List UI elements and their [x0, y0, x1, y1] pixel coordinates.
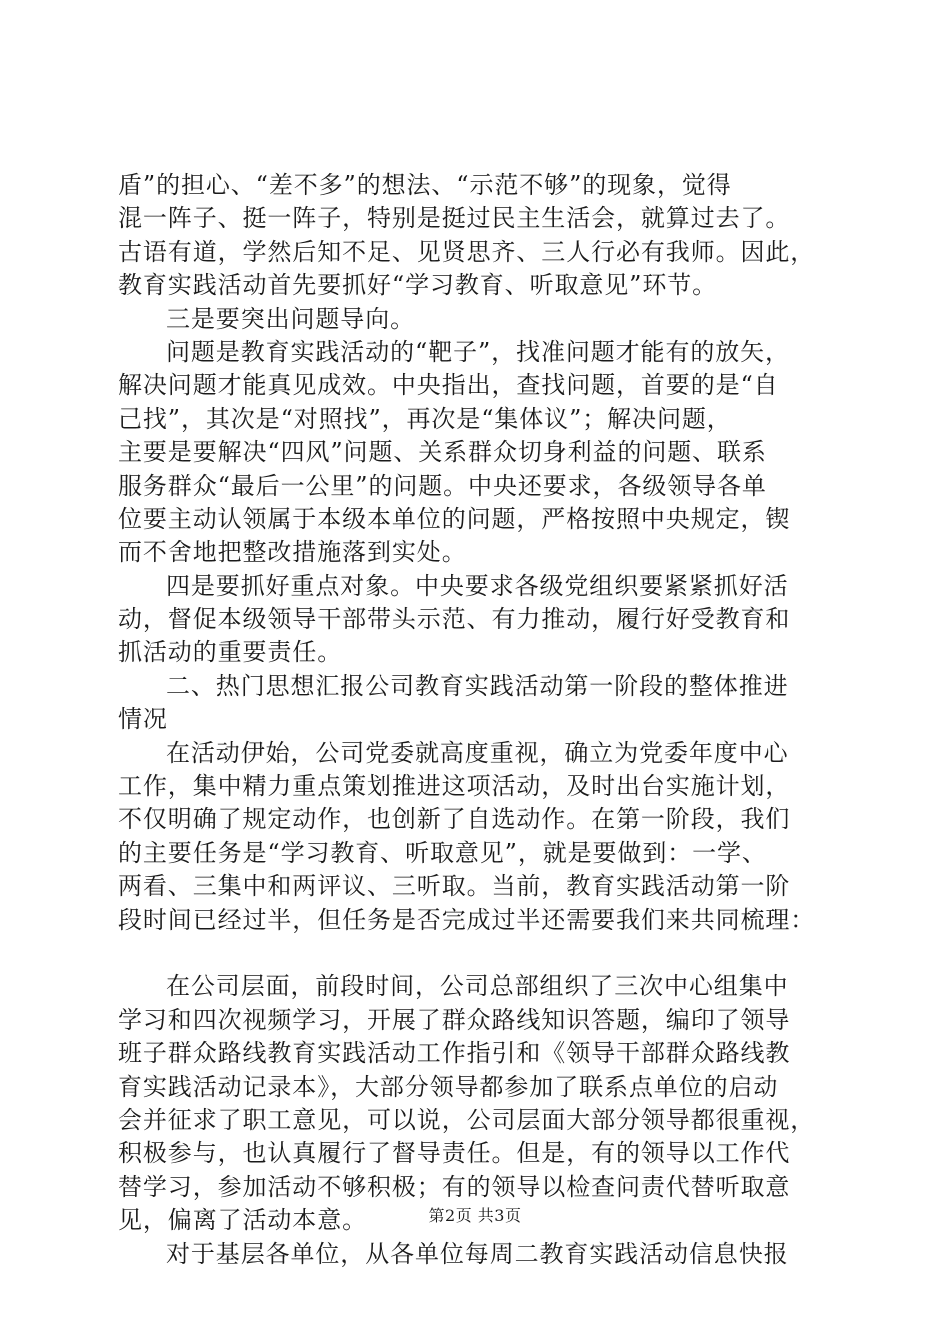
text-line: 两看、三集中和两评议、三听取。当前，教育实践活动第一阶: [118, 872, 791, 901]
text-line: 学习和四次视频学习，开展了群众路线知识答题，编印了领导: [118, 1005, 791, 1034]
text-line: 二、热门思想汇报公司教育实践活动第一阶段的整体推进: [166, 671, 789, 700]
text-line: 己找”，其次是“对照找”，再次是“集体议”；解决问题，: [118, 404, 732, 433]
text-line: 动，督促本级领导干部带头示范、有力推动，履行好受教育和: [118, 605, 791, 634]
text-line: 而不舍地把整改措施落到实处。: [118, 538, 467, 567]
text-line: 段时间已经过半，但任务是否完成过半还需要我们来共同梳理：: [118, 905, 816, 934]
blank-line: [118, 937, 838, 970]
text-line: 不仅明确了规定动作，也创新了自选动作。在第一阶段，我们: [118, 805, 791, 834]
text-line: 解决问题才能真见成效。中央指出，查找问题，首要的是“自: [118, 371, 779, 400]
text-line: 替学习，参加活动不够积极；有的领导以检查问责代替听取意: [118, 1172, 791, 1201]
text-line: 问题是教育实践活动的“靶子”，找准问题才能有的放矢，: [166, 337, 790, 366]
text-line: 工作，集中精力重点策划推进这项活动，及时出台实施计划，: [118, 772, 791, 801]
text-line: 班子群众路线教育实践活动工作指引和《领导干部群众路线教: [118, 1039, 791, 1068]
text-line: 积极参与，也认真履行了督导责任。但是，有的领导以工作代: [118, 1139, 791, 1168]
text-line: 盾”的担心、“差不多”的想法、“示范不够”的现象，觉得: [118, 171, 732, 199]
text-line: 在活动伊始，公司党委就高度重视，确立为党委年度中心: [166, 738, 789, 767]
text-line: 服务群众“最后一公里”的问题。中央还要求，各级领导各单: [118, 471, 767, 500]
text-line: 主要是要解决“四风”问题、关系群众切身利益的问题、联系: [118, 438, 767, 467]
text-line: 会并征求了职工意见，可以说，公司层面大部分领导都很重视，: [118, 1105, 816, 1134]
text-line: 四是要抓好重点对象。中央要求各级党组织要紧紧抓好活: [166, 571, 789, 600]
text-line: 混一阵子、挺一阵子，特别是挺过民主生活会，就算过去了。: [118, 204, 791, 233]
text-line: 对于基层各单位，从各单位每周二教育实践活动信息快报: [166, 1239, 789, 1268]
text-line: 抓活动的重要责任。: [118, 638, 343, 667]
document-body: [118, 169, 838, 1271]
text-line: 三是要突出问题导向。: [166, 304, 415, 333]
text-line: 情况: [118, 705, 168, 734]
page-footer: 第2页 共3页: [428, 1206, 522, 1225]
text-line: 的主要任务是“学习教育、听取意见”，就是要做到：一学、: [118, 838, 767, 867]
text-line: 教育实践活动首先要抓好“学习教育、听取意见”环节。: [118, 271, 718, 300]
text-line: 古语有道，学然后知不足、见贤思齐、三人行必有我师。因此，: [118, 237, 816, 266]
text-line: 育实践活动记录本》，大部分领导都参加了联系点单位的启动: [118, 1072, 779, 1101]
text-line: 在公司层面，前段时间，公司总部组织了三次中心组集中: [166, 972, 789, 1001]
text-line: 位要主动认领属于本级本单位的问题，严格按照中央规定，锲: [118, 504, 791, 533]
text-line: 见，偏离了活动本意。: [118, 1206, 367, 1235]
